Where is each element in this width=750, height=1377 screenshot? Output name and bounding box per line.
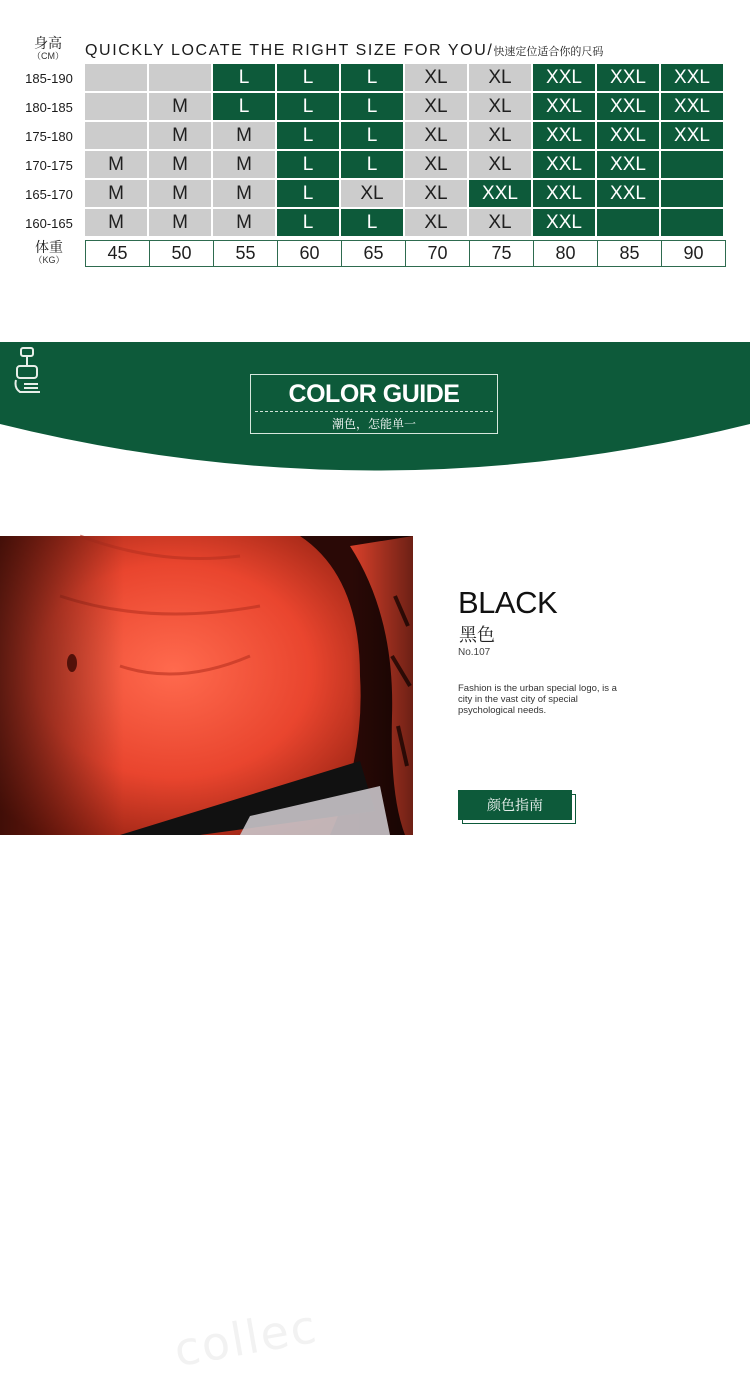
height-row-label: 170-175 bbox=[25, 158, 73, 173]
size-cell: XXL bbox=[533, 64, 597, 93]
size-chart-title-en: QUICKLY LOCATE THE RIGHT SIZE FOR YOU/ bbox=[85, 42, 494, 59]
size-cell: XXL bbox=[597, 151, 661, 180]
product-color-name-zh: 黑色 bbox=[459, 625, 495, 645]
weight-cell: 75 bbox=[469, 240, 534, 267]
size-cell: XL bbox=[469, 93, 533, 122]
size-cell: L bbox=[341, 122, 405, 151]
size-cell: XXL bbox=[597, 122, 661, 151]
size-cell: L bbox=[277, 64, 341, 93]
size-cell: XL bbox=[405, 180, 469, 209]
product-description: Fashion is the urban special logo, is a city in the vast city of special psychological needs. bbox=[458, 683, 617, 716]
size-cell: XXL bbox=[661, 93, 725, 122]
size-chart-title bbox=[85, 42, 603, 60]
size-cell: XXL bbox=[597, 180, 661, 209]
weight-cell: 55 bbox=[213, 240, 278, 267]
weight-unit: （KG） bbox=[33, 255, 65, 265]
height-axis-label bbox=[18, 36, 78, 61]
size-cell bbox=[661, 180, 725, 209]
size-cell: L bbox=[341, 209, 405, 238]
size-cell: L bbox=[277, 122, 341, 151]
product-number: No.107 bbox=[458, 647, 491, 658]
weight-cell: 65 bbox=[341, 240, 406, 267]
height-row-label: 180-185 bbox=[25, 100, 73, 115]
size-cell: M bbox=[213, 122, 277, 151]
size-cell bbox=[85, 93, 149, 122]
model-torso-image bbox=[0, 536, 413, 835]
size-cell: XL bbox=[469, 151, 533, 180]
size-cell: XL bbox=[405, 151, 469, 180]
size-cell bbox=[661, 151, 725, 180]
size-cell bbox=[597, 209, 661, 238]
size-cell: L bbox=[277, 151, 341, 180]
size-cell: XXL bbox=[597, 93, 661, 122]
size-cell: M bbox=[213, 151, 277, 180]
height-row-label: 165-170 bbox=[25, 187, 73, 202]
size-cell: XL bbox=[405, 209, 469, 238]
size-cell: XL bbox=[469, 209, 533, 238]
color-guide-divider bbox=[255, 411, 493, 412]
size-cell: XL bbox=[405, 93, 469, 122]
weight-cell: 85 bbox=[597, 240, 662, 267]
size-cell: L bbox=[277, 93, 341, 122]
weight-cell: 70 bbox=[405, 240, 470, 267]
size-cell: XL bbox=[405, 122, 469, 151]
waistband-logo-text: collec bbox=[170, 1298, 322, 1377]
size-cell: M bbox=[149, 180, 213, 209]
size-cell: L bbox=[277, 209, 341, 238]
size-cell bbox=[85, 64, 149, 93]
size-cell bbox=[149, 64, 213, 93]
size-cell: XXL bbox=[661, 122, 725, 151]
size-cell: XXL bbox=[533, 180, 597, 209]
color-guide-button-label: 颜色指南 bbox=[487, 797, 543, 813]
size-cell: M bbox=[85, 180, 149, 209]
size-cell: XL bbox=[469, 122, 533, 151]
color-guide-subtitle: 潮色，怎能单一 bbox=[331, 417, 416, 431]
size-cell: XXL bbox=[661, 64, 725, 93]
weight-cell: 45 bbox=[85, 240, 150, 267]
size-cell: XL bbox=[405, 64, 469, 93]
size-cell: M bbox=[213, 180, 277, 209]
size-cell: L bbox=[213, 64, 277, 93]
size-cell: L bbox=[213, 93, 277, 122]
size-cell: XXL bbox=[533, 209, 597, 238]
size-cell: XL bbox=[469, 64, 533, 93]
height-row-label: 160-165 bbox=[25, 216, 73, 231]
product-photo bbox=[0, 536, 413, 1377]
size-chart-title-zh: 快速定位适合你的尺码 bbox=[493, 46, 604, 58]
weight-axis-label bbox=[18, 240, 80, 265]
size-cell: XXL bbox=[533, 151, 597, 180]
sewing-machine-icon bbox=[12, 346, 46, 396]
weight-label: 体重 bbox=[35, 239, 63, 255]
size-cell: M bbox=[149, 209, 213, 238]
height-label: 身高 bbox=[34, 35, 62, 51]
size-cell: XL bbox=[341, 180, 405, 209]
height-row-label: 185-190 bbox=[25, 71, 73, 86]
size-cell bbox=[85, 122, 149, 151]
weight-cell: 90 bbox=[661, 240, 726, 267]
size-cell: M bbox=[149, 122, 213, 151]
size-cell bbox=[661, 209, 725, 238]
size-cell: XXL bbox=[469, 180, 533, 209]
size-cell: M bbox=[85, 209, 149, 238]
size-cell: XXL bbox=[533, 93, 597, 122]
weight-cell: 50 bbox=[149, 240, 214, 267]
size-cell: L bbox=[341, 64, 405, 93]
size-cell: M bbox=[149, 93, 213, 122]
size-cell: M bbox=[149, 151, 213, 180]
size-cell: M bbox=[85, 151, 149, 180]
product-color-name: BLACK bbox=[458, 585, 558, 620]
size-cell: XXL bbox=[533, 122, 597, 151]
height-row-label: 175-180 bbox=[25, 129, 73, 144]
color-guide-box bbox=[250, 374, 498, 434]
weight-cell: 60 bbox=[277, 240, 342, 267]
size-cell: XXL bbox=[597, 64, 661, 93]
color-guide-title: COLOR GUIDE bbox=[288, 380, 460, 408]
size-cell: L bbox=[277, 180, 341, 209]
color-guide-button[interactable] bbox=[458, 790, 576, 824]
size-cell: L bbox=[341, 93, 405, 122]
weight-cell: 80 bbox=[533, 240, 598, 267]
size-cell: M bbox=[213, 209, 277, 238]
height-unit: （CM） bbox=[32, 51, 64, 61]
size-cell: L bbox=[341, 151, 405, 180]
